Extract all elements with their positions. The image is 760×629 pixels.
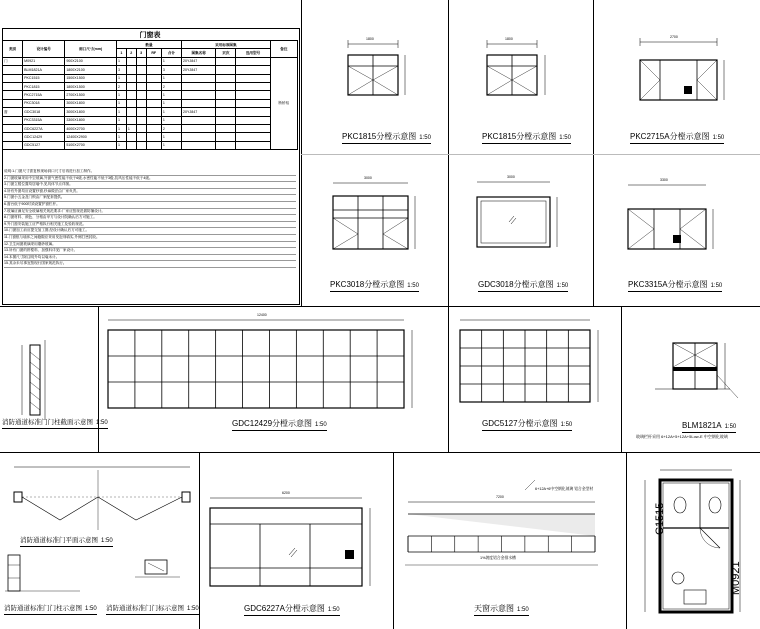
col-header: 设计编号 [23,41,65,58]
caption-scale: 1:50 [559,135,571,141]
table-cell: 3300X1800 [65,116,117,124]
table-cell: GDC12429 [23,133,65,141]
col-header: 类别 [3,41,23,58]
caption-text: GDC6227A分樘示意图 [244,604,325,613]
caption-text: BLM1821A [682,421,722,430]
pkc3315a-elevation [628,185,713,249]
caption-text: GDC12429分樘示意图 [232,419,313,428]
col-header: 备注 [270,41,297,58]
restroom-label-m0921: M0921 [730,561,742,595]
caption-gdc5127 [482,419,572,431]
table-cell: 2 [116,82,126,90]
caption-gdc3018 [478,280,568,292]
dim-width-gdc3018: 3000 [507,175,515,179]
table-cell: GDC5127 [23,141,65,149]
restroom-plan [645,470,740,612]
caption-pkc2715a [630,132,724,144]
table-cell: 20YJ847 [182,108,216,116]
sub-header: 图集名称 [182,49,216,57]
dim-width-pkc2715a: 2700 [670,35,678,39]
sub-header: 1 [116,49,126,57]
table-cell: 1 [116,141,126,149]
table-cell: 1 [116,116,126,124]
table-cell: 3 [116,66,126,74]
caption-scale: 1:50 [327,607,340,613]
pkc1815-b-elevation [487,40,545,95]
fire-door-mark [135,560,180,577]
table-cell: 12400X2900 [65,133,117,141]
table-cell: 1 [116,74,126,82]
dim-width-gdc6227a: 6200 [282,491,290,495]
caption-fire-door-mark [106,604,199,615]
caption-text: 消防通道标准门门柱截面示意图 [2,419,93,426]
table-cell: 2700X1500 [65,91,117,99]
table-cell: 1800X2100 [65,66,117,74]
caption-scale: 1:50 [556,283,569,289]
table-cell: 1 [161,133,181,141]
sub-header: 2 [126,49,136,57]
fire-door-section [22,340,45,420]
sub-header: 选用型号 [236,49,270,57]
caption-gdc12429 [232,419,327,431]
table-cell: 1 [116,133,126,141]
col-header: 数量 [116,41,181,49]
gdc6227a-elevation [210,498,370,586]
caption-scale: 1:50 [724,424,737,430]
col-header: 洞口尺寸(mm) [65,41,117,58]
table-cell: 4000X2700 [65,124,117,132]
table-cell: 窗 [3,108,23,116]
caption-text: PKC2715A分樘示意图 [630,132,710,141]
note-line: 7.玻璃应满足安全玻璃相关规范要求:厂家应按规范做防撞设计。 [4,209,296,216]
table-cell: 1500X1500 [65,74,117,82]
table-cell: 5100X2700 [65,141,117,149]
caption-pkc3018 [330,280,419,292]
note-line: 14.本图尺寸除注明外均以毫米计。 [4,255,296,262]
caption-scale: 1:50 [187,606,199,612]
caption-scale: 1:50 [712,135,725,141]
caption-text: 天窗示意图 [474,604,514,613]
window-frame [108,330,404,408]
blm1821a-elevation [655,343,738,398]
table-cell: 1 [126,124,136,132]
caption-pkc1815-b [482,132,571,144]
table-cell: 1 [161,91,181,99]
caption-text: 消防通道标准门平面示意图 [20,537,98,544]
fire-door-plan [14,467,190,530]
table-cell: 1 [161,57,181,65]
table-cell: 1 [161,116,181,124]
pkc2715a-elevation [640,38,724,100]
skylight-elevation [405,480,598,565]
gdc12429-elevation [108,320,412,408]
caption-scale: 1:50 [407,283,419,289]
note-line: 12.卫生间窗玻璃采用磨砂玻璃。 [4,242,296,249]
note-line: 6.窗台低于900时须设置护窗栏杆。 [4,202,296,209]
caption-scale: 1:50 [96,420,108,426]
table-cell: 3000X1800 [65,99,117,107]
caption-fire-door-plan [20,536,113,547]
dim-width-pkc1815-b: 1800 [505,37,513,41]
col-header: 采用标准图集 [182,41,271,49]
caption-scale: 1:50 [315,422,327,428]
schedule-title: 门窗表 [139,32,161,39]
caption-pkc1815-a [342,132,431,144]
blm1821a-glass-note: 玻璃栏杆采用 6+12A+5+12A+5Low-E 中空钢化玻璃 [636,434,728,439]
table-cell: 20YJ847 [182,66,216,74]
dim-width-pkc1815-a: 1800 [366,37,374,41]
caption-scale: 1:50 [710,283,723,289]
caption-text: 消防通道标准门门标示意图 [106,605,184,612]
table-cell: 1 [161,74,181,82]
table-cell: 1800X1500 [65,82,117,90]
table-cell: PKC1515 [23,74,65,82]
caption-text: PKC1815分樘示意图 [342,132,417,141]
caption-text: 消防通道标准门门柱示意图 [4,605,82,612]
table-cell: 1 [116,124,126,132]
table-cell: 900X2100 [65,57,117,65]
sub-header: 页次 [216,49,236,57]
sub-header: RF [146,49,161,57]
table-cell: PKC3315A [23,116,65,124]
restroom-label-c1515: C1515 [654,502,666,535]
caption-scale: 1:50 [419,135,431,141]
table-cell: 3000X1800 [65,108,117,116]
note-line: 说明:1.门窗尺寸需复核现场洞口尺寸后再进行加工制作。 [4,169,296,176]
caption-text: GDC5127分樘示意图 [482,419,558,428]
table-cell: BLM1821A [23,66,65,74]
table-cell: 门 [3,57,23,65]
caption-text: GDC3018分樘示意图 [478,280,554,289]
note-line: 13.所有门窗的拼樘料、加强料详见厂家设计。 [4,248,296,255]
pkc1815-a-elevation [348,40,405,95]
gdc3018-elevation [477,182,557,247]
table-cell: 2 [161,124,181,132]
table-cell: 1 [116,108,126,116]
note-line: 9.外门窗安装施工应严格执行相关施工及验收规范。 [4,222,296,229]
caption-pkc3315a [628,280,722,292]
sub-header: 合计 [161,49,181,57]
note-line: 2.门窗玻璃采用中空玻璃,外窗气密性能不低于6级,水密性能不低于3级,抗风压性能不低于4级。 [4,176,296,183]
dim-width-skylight: 7200 [496,495,504,499]
note-line: 8.门窗材料、颜色、分格由甲方与设计院确认后方可施工。 [4,215,296,222]
note-line: 5.门窗小五金及门锁由厂家配套提供。 [4,195,296,202]
note-line: 15.其余未尽事宜按现行国家规范执行。 [4,261,296,268]
table-cell: GDC3018 [23,108,65,116]
table-cell: PKC1815 [23,82,65,90]
table-cell: PKC3018 [23,99,65,107]
caption-skylight [474,604,529,616]
table-cell: 1 [161,141,181,149]
note-line: 3.门窗立樘位置均居墙中,见具体节点详图。 [4,182,296,189]
caption-fire-door-section [2,418,108,429]
note-line: 10.门窗加工前应提交加工图,经设计确认后方可施工。 [4,228,296,235]
sub-header: 3 [136,49,146,57]
table-cell: 1 [161,108,181,116]
table-cell: 1 [116,57,126,65]
caption-scale: 1:50 [560,422,573,428]
caption-fire-door-post [4,604,97,615]
caption-text: PKC3018分樘示意图 [330,280,405,289]
table-cell: 20YJ847 [182,57,216,65]
table-cell: M0921 [23,57,65,65]
dim-width-gdc12429: 12400 [257,313,267,317]
skylight-note-gutter: 1%坡度铝合金排水槽 [480,556,516,560]
caption-scale: 1:50 [101,538,113,544]
fire-door-post [5,555,80,591]
caption-text: PKC3315A分樘示意图 [628,280,708,289]
note-line: 4.所有外窗均应设置纱窗,纱扇做法由厂家负责。 [4,189,296,196]
table-cell: GDC6227A [23,124,65,132]
table-cell: 3 [161,66,181,74]
dim-width-pkc3018: 3000 [364,176,372,180]
skylight-note-glass: 6+12A+6中空钢化玻璃 铝合金型材 [535,487,594,491]
gdc5127-elevation [460,320,598,402]
dim-width-pkc3315a: 3300 [660,178,668,182]
table-cell: 1 [161,99,181,107]
table-cell: 1 [116,91,126,99]
caption-scale: 1:50 [85,606,97,612]
caption-gdc6227a [244,604,340,616]
table-cell: PKC2715A [23,91,65,99]
remark-cell: 断桥铝 [270,57,297,149]
caption-text: PKC1815分樘示意图 [482,132,557,141]
caption-scale: 1:50 [517,607,529,613]
note-line: 11.门窗框与墙体之间缝隙应采用发泡剂填实,外侧打密封胶。 [4,235,296,242]
pkc3018-elevation [333,183,415,249]
caption-blm1821a [682,421,736,433]
table-cell: 1 [116,99,126,107]
table-cell: 2 [161,82,181,90]
